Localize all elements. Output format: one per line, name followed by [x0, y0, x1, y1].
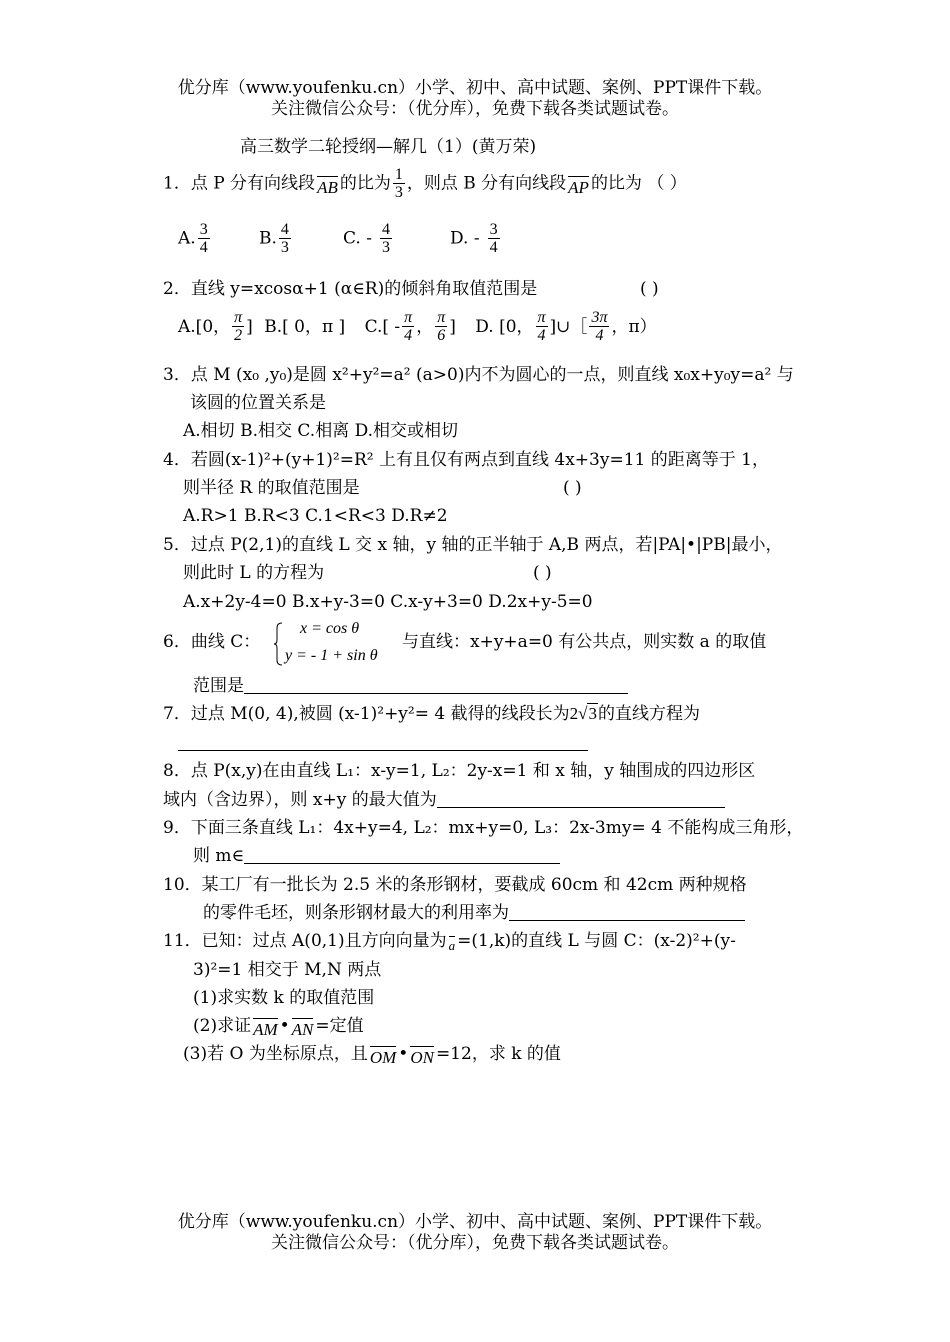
answer-blank	[509, 904, 745, 921]
q4-answer-paren: ( )	[563, 478, 582, 498]
left-brace-icon	[274, 622, 284, 666]
question-9-line-1: 9．下面三条直线 L₁：4x+y=4, L₂：mx+y=0, L₃：2x-3my= 4 不能构成三角形，	[163, 818, 804, 838]
question-11-line-1: 11．已知：过点 A(0,1)且方向向量为 a =(1,k)的直线 L 与圆 C：(x-2)²+(y-	[163, 931, 736, 953]
question-6-suffix: 与直线：x+y+a=0 有公共点，则实数 a 的取值	[402, 632, 767, 652]
system-eq-x: x = cos θ	[300, 620, 360, 637]
fraction-one-third: $\frac{1}{3}$	[394, 166, 403, 201]
page-title: 高三数学二轮授纲—解几（1）(黄万荣)	[240, 137, 537, 157]
vector-an: AN	[291, 1020, 314, 1039]
answer-blank	[178, 734, 588, 751]
q1-option-a: A. $\frac{3}{4}$	[178, 221, 208, 256]
question-5-line-1: 5．过点 P(2,1)的直线 L 交 x 轴，y 轴的正半轴于 A,B 两点，若|PA|•|PB|最小，	[163, 535, 783, 555]
q4-options: A.R>1 B.R<3 C.1<R<3 D.R≠2	[183, 506, 448, 526]
question-2: 2．直线 y=xcosα+1 (α∈R)的倾斜角取值范围是	[163, 279, 538, 299]
q2-option-d: D. [0， $\frac{\pi}{4}$ ]∪［ $\frac{3\pi}{4}$ ，π）	[475, 309, 657, 344]
q2-option-b: B.[ 0，π ]	[264, 316, 346, 337]
sqrt-expression: 2√3	[569, 704, 597, 723]
q5-answer-paren: ( )	[533, 563, 552, 583]
system-eq-y: y = - 1 + sin θ	[285, 647, 378, 664]
question-9-line-2: 则 m∈	[193, 846, 560, 866]
q3-options: A.相切 B.相交 C.相离 D.相交或相切	[183, 421, 459, 441]
question-6-prefix: 6．曲线 C：	[163, 632, 261, 652]
vector-om: OM	[369, 1048, 397, 1067]
question-8-line-2: 域内（含边界），则 x+y 的最大值为	[163, 790, 725, 810]
question-4-line-2: 则半径 R 的取值范围是	[183, 478, 360, 498]
q5-options: A.x+2y-4=0 B.x+y-3=0 C.x-y+3=0 D.2x+y-5=0	[183, 592, 593, 612]
question-3-line-1: 3．点 M (x₀ ,y₀)是圆 x²+y²=a² (a>0)内不为圆心的一点，则直线 x₀x+y₀y=a² 与	[163, 365, 794, 385]
q2-option-a: A.[0， $\frac{\pi}{2}$ ]	[178, 309, 253, 344]
answer-blank	[244, 677, 628, 694]
q1-option-c: C. - $\frac{4}{3}$	[343, 221, 390, 256]
answer-blank	[244, 847, 560, 864]
vector-ap: AP	[568, 177, 589, 197]
footer-line-1: 优分库（www.youfenku.cn）小学、初中、高中试题、案例、PPT课件下载。	[177, 1212, 773, 1232]
header-line-2: 关注微信公众号：（优分库），免费下载各类试题试卷。	[271, 99, 679, 119]
vector-ab: AB	[317, 177, 338, 197]
vector-am: AM	[253, 1020, 278, 1039]
q2-options	[178, 310, 657, 344]
q2-answer-paren: ( )	[640, 279, 659, 299]
question-11-part-2: (2)求证 AM • AN =定值	[193, 1016, 364, 1039]
question-11-part-3: (3)若 O 为坐标原点，且 OM • ON =12，求 k 的值	[183, 1044, 561, 1067]
question-10-line-1: 10．某工厂有一批长为 2.5 米的条形钢材，要截成 60cm 和 42cm 两种规格	[163, 875, 747, 895]
answer-blank	[437, 791, 725, 808]
question-1: 1．点 P 分有向线段 AB 的比为 $\frac{1}{3}$ ，则点 B 分有向线段 AP 的比为 （ ）	[163, 166, 687, 201]
footer-line-2: 关注微信公众号：（优分库），免费下载各类试题试卷。	[271, 1233, 679, 1253]
question-10-line-2: 的零件毛坯，则条形钢材最大的利用率为	[203, 903, 745, 923]
question-7-blank-line	[178, 733, 588, 753]
header-line-1: 优分库（www.youfenku.cn）小学、初中、高中试题、案例、PPT课件下载。	[177, 78, 773, 98]
question-4-line-1: 4．若圆(x-1)²+(y+1)²=R² 上有且仅有两点到直线 4x+3y=11 的距离等于 1，	[163, 450, 769, 470]
question-6-line-2: 范围是	[193, 676, 628, 696]
question-7: 7．过点 M(0, 4),被圆 (x-1)²+y²= 4 截得的线段长为2√3的直线方程为	[163, 704, 700, 724]
question-11-part-1: (1)求实数 k 的取值范围	[193, 988, 375, 1008]
q1-option-b: B. $\frac{4}{3}$	[259, 221, 289, 256]
question-8-line-1: 8．点 P(x,y)在由直线 L₁：x-y=1, L₂：2y-x=1 和 x 轴，y 轴围成的四边形区	[163, 761, 756, 781]
vector-a: a	[448, 938, 456, 953]
question-11-line-2: 3)²=1 相交于 M,N 两点	[193, 960, 382, 980]
question-3-line-2: 该圆的位置关系是	[190, 393, 326, 413]
q2-option-c: C.[ - $\frac{\pi}{4}$ ， $\frac{\pi}{6}$ ]	[364, 309, 456, 344]
question-5-line-2: 则此时 L 的方程为	[183, 563, 325, 583]
q1-option-d: D. - $\frac{3}{4}$	[450, 221, 498, 256]
vector-on: ON	[410, 1048, 434, 1067]
